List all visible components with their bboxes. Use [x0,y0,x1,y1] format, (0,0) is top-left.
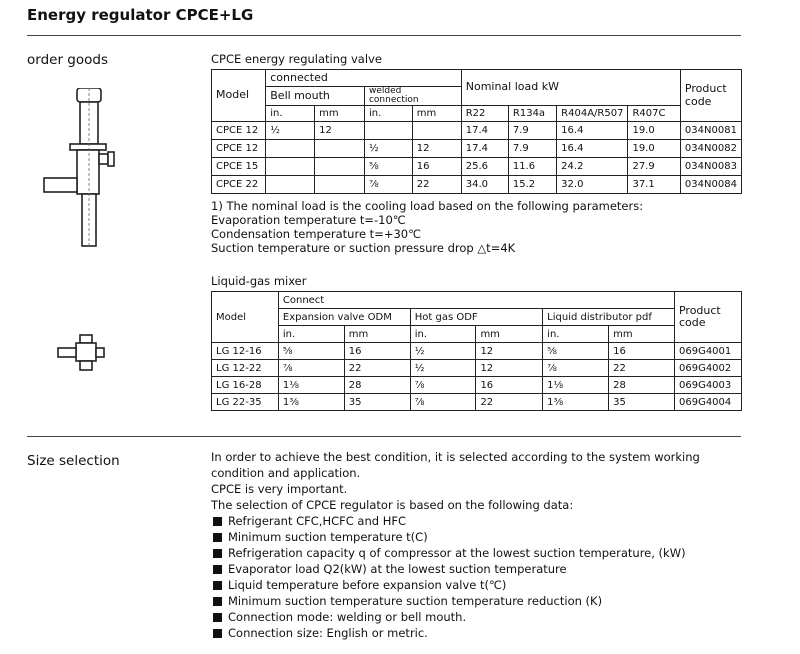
table-cell: 37.1 [628,176,680,194]
table-cell: 069G4002 [674,360,741,377]
table-cell: 034N0081 [680,122,741,140]
table-cell: ⅞ [364,176,412,194]
lg-header-product [674,292,741,343]
cpce-header-mm: mm [315,106,365,122]
bullet-square-icon [213,613,222,622]
table-cell: 7.9 [508,140,556,158]
bullet-text: Evaporator load Q2(kW) at the lowest suction temperature [228,562,567,576]
list-item [211,561,751,577]
table-cell: 32.0 [557,176,628,194]
size-selection-label: Size selection [27,453,120,469]
table-cell: 1⅛ [278,377,344,394]
table-cell: ½ [410,343,476,360]
lg-header-mm: mm [476,326,543,343]
cpce-header-product-2: code [684,94,712,108]
table-cell: 034N0084 [680,176,741,194]
table-cell: ⅞ [543,360,609,377]
table-cell: 25.6 [461,158,508,176]
table-cell: ⅞ [410,377,476,394]
bullet-text: Connection size: English or metric. [228,626,428,640]
table-cell: ⅝ [543,343,609,360]
table-cell: CPCE 15 [212,158,266,176]
cpce-notes [211,199,643,255]
bullet-square-icon [213,565,222,574]
order-goods-label: order goods [27,52,108,68]
table-cell: 12 [315,122,365,140]
table-cell [266,158,315,176]
bullet-text: Minimum suction temperature t(C) [228,530,428,544]
table-cell: 1⅜ [278,394,344,411]
table-cell: 034N0083 [680,158,741,176]
list-item [211,577,751,593]
table-cell: ⅝ [278,343,344,360]
bullet-text: Minimum suction temperature suction temperature reduction (K) [228,594,603,608]
cpce-header-connected: connected [266,70,461,87]
table-cell: 1⅛ [543,377,609,394]
table-cell [266,140,315,158]
bullet-text: Connection mode: welding or bell mouth. [228,610,467,624]
cpce-header-model: Model [212,70,266,122]
table-cell: 16 [344,343,410,360]
table-cell: 34.0 [461,176,508,194]
table-cell [364,122,412,140]
lg-table [211,291,742,411]
table-cell: 27.9 [628,158,680,176]
cpce-header-product [680,70,741,122]
table-cell: 11.6 [508,158,556,176]
lg-header-hot-gas: Hot gas ODF [410,309,542,326]
table-cell: 24.2 [557,158,628,176]
table-cell: 16 [476,377,543,394]
table-cell: 069G4003 [674,377,741,394]
table-cell: 1⅜ [543,394,609,411]
lg-header-expansion: Expansion valve ODM [278,309,410,326]
lg-header-in: in. [543,326,609,343]
list-item [211,593,751,609]
cpce-header-r407: R407C [628,106,680,122]
cpce-header-r404: R404A/R507 [557,106,628,122]
table-cell: LG 12-22 [212,360,279,377]
table-cell: ½ [364,140,412,158]
table-cell: 16.4 [557,140,628,158]
list-item [211,625,751,641]
table-cell: 28 [609,377,675,394]
table-cell [315,140,365,158]
table-cell: 19.0 [628,140,680,158]
table-cell: 35 [609,394,675,411]
lg-header-product-2: code [678,316,706,329]
table-cell: 069G4004 [674,394,741,411]
bullet-text: Refrigerant CFC,HCFC and HFC [228,514,407,528]
table-cell: 12 [412,140,461,158]
table-cell: 7.9 [508,122,556,140]
table-cell: 17.4 [461,140,508,158]
page-title: Energy regulator CPCE+LG [27,6,254,24]
bullet-square-icon [213,581,222,590]
cpce-header-welded-1: welded [368,86,402,96]
size-paragraph: CPCE is very important. [211,482,348,496]
table-cell: CPCE 22 [212,176,266,194]
table-cell [266,176,315,194]
cpce-valve-icon [40,88,130,253]
list-item [211,545,751,561]
top-divider [27,35,741,36]
table-cell: CPCE 12 [212,122,266,140]
table-cell: 16 [412,158,461,176]
table-cell: ⅞ [410,394,476,411]
table-cell [412,122,461,140]
lg-header-in: in. [278,326,344,343]
lg-header-in: in. [410,326,476,343]
cpce-header-welded [364,87,461,106]
note-line: Condensation temperature t=+30℃ [211,227,422,241]
cpce-header-r22: R22 [461,106,508,122]
table-cell [315,158,365,176]
table-cell [315,176,365,194]
bullet-square-icon [213,517,222,526]
size-paragraph: The selection of CPCE regulator is based on the following data: [211,498,574,512]
cpce-header-product-1: Product [684,82,727,96]
table-cell: ⅝ [364,158,412,176]
bullet-text: Liquid temperature before expansion valve t(℃) [228,578,507,592]
list-item [211,513,751,529]
cpce-table [211,69,742,194]
list-item [211,529,751,545]
lg-header-mm: mm [344,326,410,343]
table-cell: 16 [609,343,675,360]
size-selection-body [211,449,751,641]
table-cell: 22 [476,394,543,411]
bullet-square-icon [213,549,222,558]
table-cell: 15.2 [508,176,556,194]
note-line: Evaporation temperature t=-10℃ [211,213,406,227]
cpce-header-welded-2: connection [368,95,419,105]
table-cell: LG 12-16 [212,343,279,360]
bullet-square-icon [213,597,222,606]
lg-header-connect: Connect [278,292,674,309]
cpce-header-in: in. [364,106,412,122]
cpce-header-bell: Bell mouth [266,87,365,106]
table-cell: 28 [344,377,410,394]
table-cell: 22 [412,176,461,194]
lg-caption: Liquid-gas mixer [211,274,307,288]
cpce-header-nominal: Nominal load kW [461,70,680,106]
table-cell: ½ [266,122,315,140]
table-cell: ⅞ [278,360,344,377]
table-cell: 034N0082 [680,140,741,158]
section-divider [27,436,741,437]
table-cell: 12 [476,343,543,360]
cpce-caption: CPCE energy regulating valve [211,52,382,66]
lg-header-model: Model [212,292,279,343]
table-cell: ½ [410,360,476,377]
lg-header-product-1: Product [678,303,721,317]
note-line: Suction temperature or suction pressure drop △t=4K [211,241,516,255]
lg-header-mm: mm [609,326,675,343]
bullet-text: Refrigeration capacity q of compressor at the lowest suction temperature, (kW) [228,546,686,560]
table-cell: LG 22-35 [212,394,279,411]
table-cell: 12 [476,360,543,377]
lg-mixer-icon [56,333,108,373]
size-paragraph: In order to achieve the best condition, it is selected according to the system working condition and application. [211,450,700,480]
table-cell: 22 [344,360,410,377]
table-cell: 16.4 [557,122,628,140]
note-line: 1) The nominal load is the cooling load based on the following parameters: [211,199,644,213]
cpce-header-mm: mm [412,106,461,122]
table-cell: 17.4 [461,122,508,140]
cpce-header-in: in. [266,106,315,122]
bullet-square-icon [213,533,222,542]
table-cell: 19.0 [628,122,680,140]
list-item [211,609,751,625]
table-cell: 35 [344,394,410,411]
table-cell: 22 [609,360,675,377]
table-cell: 069G4001 [674,343,741,360]
lg-header-liquid: Liquid distributor pdf [543,309,675,326]
table-cell: CPCE 12 [212,140,266,158]
bullet-square-icon [213,629,222,638]
table-cell: LG 16-28 [212,377,279,394]
cpce-header-r134a: R134a [508,106,556,122]
